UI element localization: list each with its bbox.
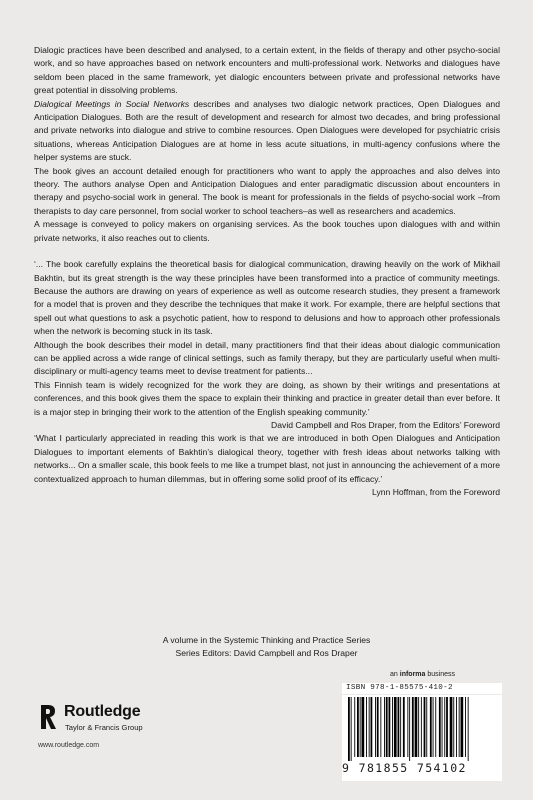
barcode-bar (446, 697, 448, 757)
barcode-bar (400, 697, 401, 757)
barcode-bar (371, 697, 373, 757)
barcode-bar (468, 697, 469, 761)
quote1-part1: ‘... The book carefully explains the theoretical basis for dialogical communication, drawing heavily on the work of Mikhail Bakhtin, but its great strength is the way these principles have been transformed into a practice of community meetings. Because the authors are drawing on years of experience as well as outcome research studies, they present a framework for a model that is proven and they describe the techniques that make it work. For example, there are helpful sections that spell out what questions to ask a psychotic patient, how to respond to delusions and how to approach other professionals when the network is becoming stuck in its task. (34, 259, 500, 337)
paragraph-message: A message is conveyed to policy makers on organising services. As the book touches upon dialogues with and within private networks, it also reaches out to clients. (34, 219, 500, 243)
barcode-bar (351, 697, 352, 761)
barcode-bar (461, 697, 464, 757)
barcode-bar (444, 697, 445, 757)
quote2: ‘What I particularly appreciated in reading this work is that we are introduced in both Open Dialogues and Anticipation Dialogues to important elements of Bakhtin’s dialogical theory, together with fresh ideas about networks talking with networks... On a smaller scale, this book feels to me like a trumpet blast, not just in announcing the achievement of a more contextualized approach to human dilemmas, but in offering some solid proof of its efficacy.’ (34, 433, 500, 484)
series-line: A volume in the Systemic Thinking and Practice Series (162, 635, 371, 645)
barcode-bar (357, 697, 359, 757)
barcode-bar (354, 697, 355, 757)
routledge-emblem-icon (38, 702, 60, 732)
barcode-bars (346, 697, 498, 761)
barcode-bar (392, 697, 393, 757)
barcode-bar (465, 697, 466, 757)
informa-brand: informa (399, 671, 426, 678)
barcode-bar (389, 697, 391, 757)
informa-label (390, 671, 455, 678)
barcode-bar (435, 697, 436, 757)
barcode-bar (377, 697, 379, 757)
barcode-digits: 9 781855 754102 (342, 761, 467, 775)
spacer (34, 245, 500, 258)
series-info (0, 634, 533, 659)
informa-suffix: business (427, 671, 456, 678)
barcode-bar (424, 697, 426, 757)
barcode-bar (430, 697, 432, 757)
quote1-part3: This Finnish team is widely recognized for the work they are doing, as shown by their writings and presentations at conferences, and this book gives them the space to explain their thinking and practice in greater detail than ever before. It is a major step in bringing their work to the attention of the English speaking community.’ (34, 379, 500, 417)
barcode-bar (366, 697, 367, 757)
paragraph-account: The book gives an account detailed enough for practitioners who want to apply the approaches and also delves into theory. The authors analyse Open and Anticipation Dialogues and enter paradigmatic discussion about encounters in therapy and psycho-social work in general. The book is meant for professionals in the fields of psycho-social work –from therapists to day care personnel, from social worker to school teachers–as well as researchers and academics. (34, 165, 500, 216)
paragraph-description-rest: describes and analyses two dialogic network practices, Open Dialogues and Anticipation Dialogues. Both are the result of development and research for almost two decades, and bring professional and private networks into dialogue and strive to combine resources. Open Dialogues were developed for psychiatric crisis situations, whereas Anticipation Dialogues are at home in less acute situations, in multi-agency confusions where the helper systems are stuck. (34, 98, 500, 163)
barcode-bar (418, 697, 419, 757)
barcode-bar (415, 697, 418, 757)
publisher-url: www.routledge.com (38, 742, 100, 749)
barcode-bar (384, 697, 385, 757)
quote2-attribution: Lynn Hoffman, from the Foreword (371, 487, 500, 497)
barcode-bar (403, 697, 405, 757)
publisher-group: Taylor & Francis Group (65, 723, 143, 732)
book-title: Dialogical Meetings in Social Networks (34, 98, 190, 109)
barcode-bar (453, 697, 454, 757)
barcode-bar (409, 697, 410, 761)
paragraph-intro: Dialogic practices have been described and analysed, to a certain extent, in the fields of therapy and other psycho-social work, and so have approaches based on network encounters and multi-professional work. Networks and dialogues have seldom been placed in the same framework, yet dialogic encounters between private and professional networks have great potential in dissolving problems. (34, 45, 500, 96)
barcode-bar (360, 697, 361, 757)
barcode-area (342, 671, 502, 779)
barcode-bar (369, 697, 370, 757)
barcode-bar (407, 697, 408, 757)
publisher-name: Routledge (64, 703, 141, 720)
barcode-bar (439, 697, 441, 757)
barcode-bar (426, 697, 427, 757)
barcode-bar (433, 697, 434, 757)
barcode-bar (421, 697, 422, 757)
barcode-bar (450, 697, 453, 757)
series-editors: Series Editors: David Campbell and Ros Draper (175, 647, 358, 658)
barcode-bar (442, 697, 443, 757)
barcode-bar (348, 697, 350, 761)
informa-prefix: an (390, 671, 398, 678)
barcode-bar (394, 697, 397, 757)
barcode-bar (456, 697, 457, 757)
barcode-bar (386, 697, 388, 757)
barcode-bar (362, 697, 365, 757)
quote1-attribution: David Campbell and Ros Draper, from the Editors’ Foreword (271, 419, 500, 430)
publisher-logo (38, 702, 208, 762)
barcode (342, 695, 502, 781)
isbn-text: ISBN 978-1-85575-410-2 (342, 683, 502, 694)
quote1-part2: Although the book describes their model in detail, many practitioners find that their ideas about dialogic communication can be applied across a wide range of clinical settings, such as family therapy, but they are particularly useful when multi-disciplinary or multi-agency teams meet to devise treatment for patients... (34, 339, 500, 377)
barcode-bar (412, 697, 414, 757)
barcode-bar (380, 697, 381, 757)
barcode-bar (375, 697, 376, 757)
barcode-bar (459, 697, 460, 757)
blurb-text (34, 44, 500, 499)
paragraph-description (34, 98, 500, 165)
barcode-bar (398, 697, 400, 757)
